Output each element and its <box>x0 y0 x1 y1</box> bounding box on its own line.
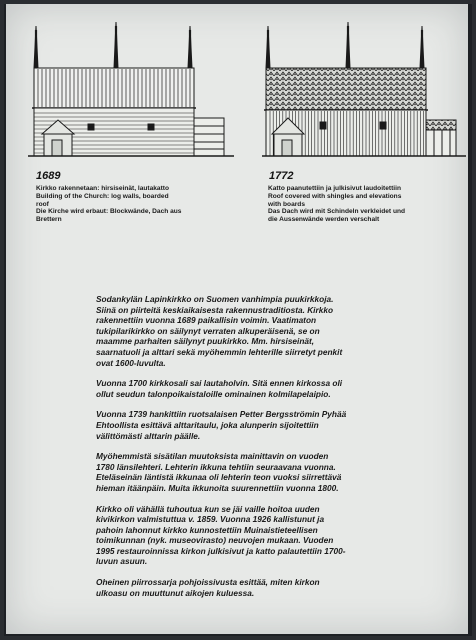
paragraph: Kirkko oli vähällä tuhoutua kun se jäi vaille hoitoa uuden kivikirkon valmistuttua v. 1859. Vuonna 1926 kallistunut ja pahoin lahonnut kirkko kunnostettiin Muinaistieteellisen toimikunnan (nyk. museovirasto) neuvojen mukaan. Vuoden 1995 restauroinnissa kirkon julkisivut ja katto palautettiin 1700- luvun asuun. <box>96 503 346 567</box>
church-1689-drawing <box>28 16 238 166</box>
caption-line: Katto paanutettiin ja julkisivut laudoitettiin <box>268 185 401 192</box>
caption-line: with boards <box>268 200 305 208</box>
caption-line: Roof covered with shingles and elevations <box>268 192 402 200</box>
caption-line: Kirkko rakennetaan: hirsiseinät, lautakatto <box>36 185 170 192</box>
paragraph: Sodankylän Lapinkirkko on Suomen vanhimpia puukirkkoja. Siinä on piirteitä keskiaikaisesta rakennustraditiosta. Kirkko rakennettiin vuonna 1689 paikallisin voimin. Vaatimaton tukipilarikirkko on säilynyt verraten alkuperäisenä, se on maamme parhaiten säilynyt puukirkko. Mm. hirsiseinät, saarnatuoli ja alttari sekä myöhemmin lehterille siirretyt penkit ovat 1600-luvulta. <box>96 294 343 368</box>
church-1772-drawing <box>262 16 468 166</box>
paragraph: Vuonna 1700 kirkkosali sai lautaholvin. Sitä ennen kirkossa oli ollut seudun talonpoikaistaloille ominainen kolmilapelaipio. <box>96 378 343 399</box>
history-text <box>96 294 396 608</box>
caption-line: Brettern <box>36 216 62 224</box>
caption-1772 <box>268 185 473 224</box>
drawing-year-1772: 1772 <box>269 170 294 182</box>
caption-line: Die Kirche wird erbaut: Blockwände, Dach aus <box>36 208 182 216</box>
paragraph: Oheinen piirrossarja pohjoissivusta esittää, miten kirkon ulkoasu on muuttunut aikojen kuluessa. <box>96 577 320 598</box>
caption-line: Building of the Church: log walls, boarded <box>36 192 169 200</box>
caption-line: Das Dach wird mit Schindeln verkleidet und <box>268 208 406 216</box>
caption-line: roof <box>36 200 49 208</box>
information-board <box>6 4 468 634</box>
caption-line: die Aussenwände werden verschalt <box>268 216 380 224</box>
drawing-year-1689: 1689 <box>36 170 61 182</box>
paragraph: Myöhemmistä sisätilan muutoksista mainittavin on vuoden 1780 länsilehteri. Lehterin ikkuna tehtiin seuraavana vuonna. Eteläseinän läntistä ikkunaa oli lehterin teon vuoksi siirrettävä hieman itäänpäin. Muita ikkunoita suurennettiin vuonna 1800. <box>96 451 342 493</box>
paragraph: Vuonna 1739 hankittiin ruotsalaisen Petter Bergsströmin Pyhää Ehtoollista esittävä alttaritaulu, joka alunperin sijoitettiin välittömästi alttarin päälle. <box>96 409 347 441</box>
caption-1689 <box>36 185 256 224</box>
